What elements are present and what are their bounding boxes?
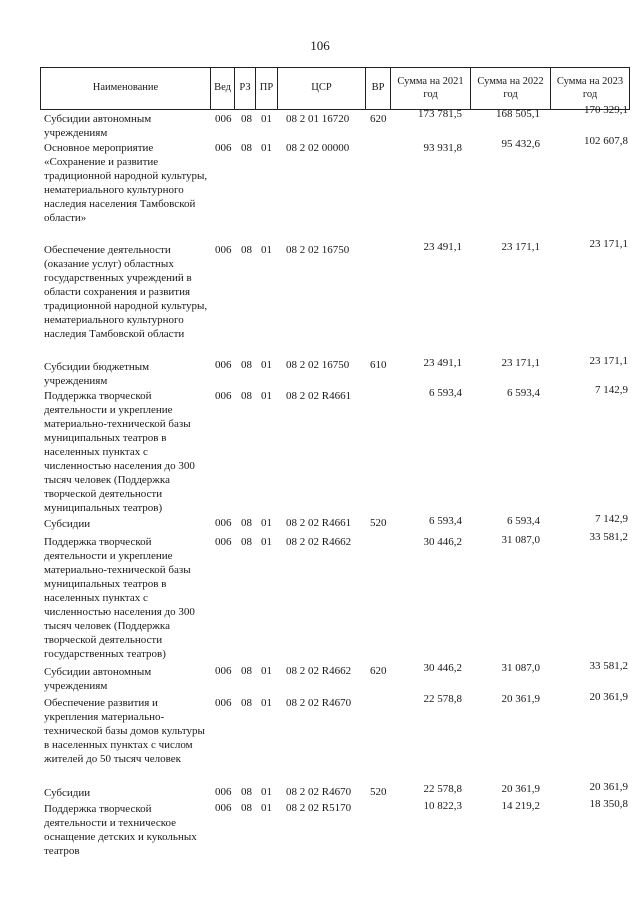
row-sum-2022: 20 361,9 [501,693,540,705]
row-pr: 01 [261,536,272,548]
header-pr: ПР [256,68,278,109]
row-pr: 01 [261,786,272,798]
row-sum-2021: 30 446,2 [423,536,462,548]
header-ved: Вед [211,68,235,109]
row-sum-2023: 7 142,9 [595,384,628,396]
page-number: 106 [310,38,330,53]
row-csr: 08 2 02 R4662 [286,665,352,677]
row-name: Обеспечение деятельности (оказание услуг) областных государственных учреждений в области сохранения и развития традиционной народной культуры, нематериального культурного наследия Тамбовской области [44,244,208,340]
row-sum-2023: 33 581,2 [589,660,628,672]
row-ved: 006 [215,244,232,256]
row-sum-2021: 30 446,2 [423,662,462,674]
row-name: Обеспечение развития и укрепления материально-технической базы домов культуры в населенных пунктах с числом жителей до 50 тысяч человек [44,697,205,765]
row-sum-2022: 31 087,0 [501,534,540,546]
row-sum-2022: 20 361,9 [501,783,540,795]
row-sum-2023: 7 142,9 [595,513,628,525]
row-pr: 01 [261,665,272,677]
row-csr: 08 2 02 R4661 [286,390,352,402]
row-sum-2021: 6 593,4 [429,387,462,399]
row-csr: 08 2 02 16750 [286,244,350,256]
row-rz: 08 [241,142,252,154]
row-rz: 08 [241,786,252,798]
row-pr: 01 [261,802,272,814]
row-name: Основное мероприятие «Сохранение и развитие традиционной народной культуры, нематериального культурного наследия населения Тамбовской области» [44,142,208,224]
row-sum-2022: 6 593,4 [507,515,540,527]
row-rz: 08 [241,359,252,371]
row-rz: 08 [241,390,252,402]
row-sum-2023: 18 350,8 [589,798,628,810]
header-sum-2022: Сумма на 2022 год [471,68,551,109]
row-name: Поддержка творческой деятельности и укрепление материально-технической базы муниципальных театров в населенных пунктах с численностью населения до 300 тысяч человек (Поддержка творческой деятельности муниципальных театров) [44,390,195,514]
row-sum-2023: 33 581,2 [589,531,628,543]
row-sum-2021: 10 822,3 [423,800,462,812]
row-rz: 08 [241,536,252,548]
row-name: Поддержка творческой деятельности и укрепление материально-технической базы муниципальных театров в населенных пунктах с численностью населения до 300 тысяч человек (Поддержка творческой деятельности государственных театров) [44,536,195,660]
row-pr: 01 [261,113,272,125]
row-name: Субсидии [44,787,91,799]
row-name: Поддержка творческой деятельности и техническое оснащение детских и кукольных театров [44,803,197,857]
row-sum-2021: 173 781,5 [418,108,462,120]
row-csr: 08 2 02 16750 [286,359,350,371]
row-pr: 01 [261,142,272,154]
row-csr: 08 2 02 R5170 [286,802,352,814]
row-sum-2022: 31 087,0 [501,662,540,674]
row-sum-2022: 14 219,2 [501,800,540,812]
row-vr: 620 [370,113,387,125]
row-csr: 08 2 02 R4662 [286,536,352,548]
row-sum-2021: 22 578,8 [423,783,462,795]
row-ved: 006 [215,142,232,154]
row-ved: 006 [215,665,232,677]
row-sum-2022: 168 505,1 [496,108,540,120]
row-sum-2023: 20 361,9 [589,781,628,793]
row-name: Субсидии [44,518,91,530]
row-vr: 520 [370,786,387,798]
row-ved: 006 [215,802,232,814]
row-sum-2021: 93 931,8 [423,142,462,154]
row-csr: 08 2 02 R4670 [286,697,352,709]
row-csr: 08 2 02 R4670 [286,786,352,798]
row-rz: 08 [241,517,252,529]
row-csr: 08 2 02 00000 [286,142,350,154]
row-vr: 610 [370,359,387,371]
row-name: Субсидии бюджетным учреждениям [44,361,150,387]
header-name: Наименование [41,68,211,109]
row-rz: 08 [241,244,252,256]
header-sum-2023: Сумма на 2023 год [556,76,624,100]
row-sum-2021: 23 491,1 [423,241,462,253]
row-ved: 006 [215,517,232,529]
header-vr: ВР [366,68,391,109]
row-ved: 006 [215,113,232,125]
row-rz: 08 [241,697,252,709]
header-rz: РЗ [235,68,256,109]
header-csr: ЦСР [278,68,366,109]
row-ved: 006 [215,536,232,548]
row-sum-2023: 23 171,1 [589,355,628,367]
row-csr: 08 2 02 R4661 [286,517,352,529]
row-sum-2023: 23 171,1 [589,238,628,250]
row-rz: 08 [241,113,252,125]
row-sum-2021: 23 491,1 [423,357,462,369]
row-pr: 01 [261,244,272,256]
row-pr: 01 [261,359,272,371]
header-sum-2021: Сумма на 2021 год [391,68,471,109]
row-sum-2021: 22 578,8 [423,693,462,705]
row-sum-2023: 20 361,9 [589,691,628,703]
row-pr: 01 [261,390,272,402]
row-rz: 08 [241,665,252,677]
row-csr: 08 2 01 16720 [286,113,350,125]
row-rz: 08 [241,802,252,814]
row-name: Субсидии автономным учреждениям [44,666,152,692]
row-ved: 006 [215,786,232,798]
row-sum-2023: 102 607,8 [584,135,628,147]
row-vr: 520 [370,517,387,529]
row-sum-2022: 23 171,1 [501,241,540,253]
row-ved: 006 [215,359,232,371]
row-pr: 01 [261,697,272,709]
row-pr: 01 [261,517,272,529]
row-sum-2022: 95 432,6 [501,138,540,150]
row-sum-2021: 6 593,4 [429,515,462,527]
row-sum-2022: 6 593,4 [507,387,540,399]
row-vr: 620 [370,665,387,677]
row-sum-2023: 170 329,1 [584,104,628,116]
row-sum-2022: 23 171,1 [501,357,540,369]
row-name: Субсидии автономным учреждениям [44,113,152,139]
row-ved: 006 [215,390,232,402]
row-ved: 006 [215,697,232,709]
